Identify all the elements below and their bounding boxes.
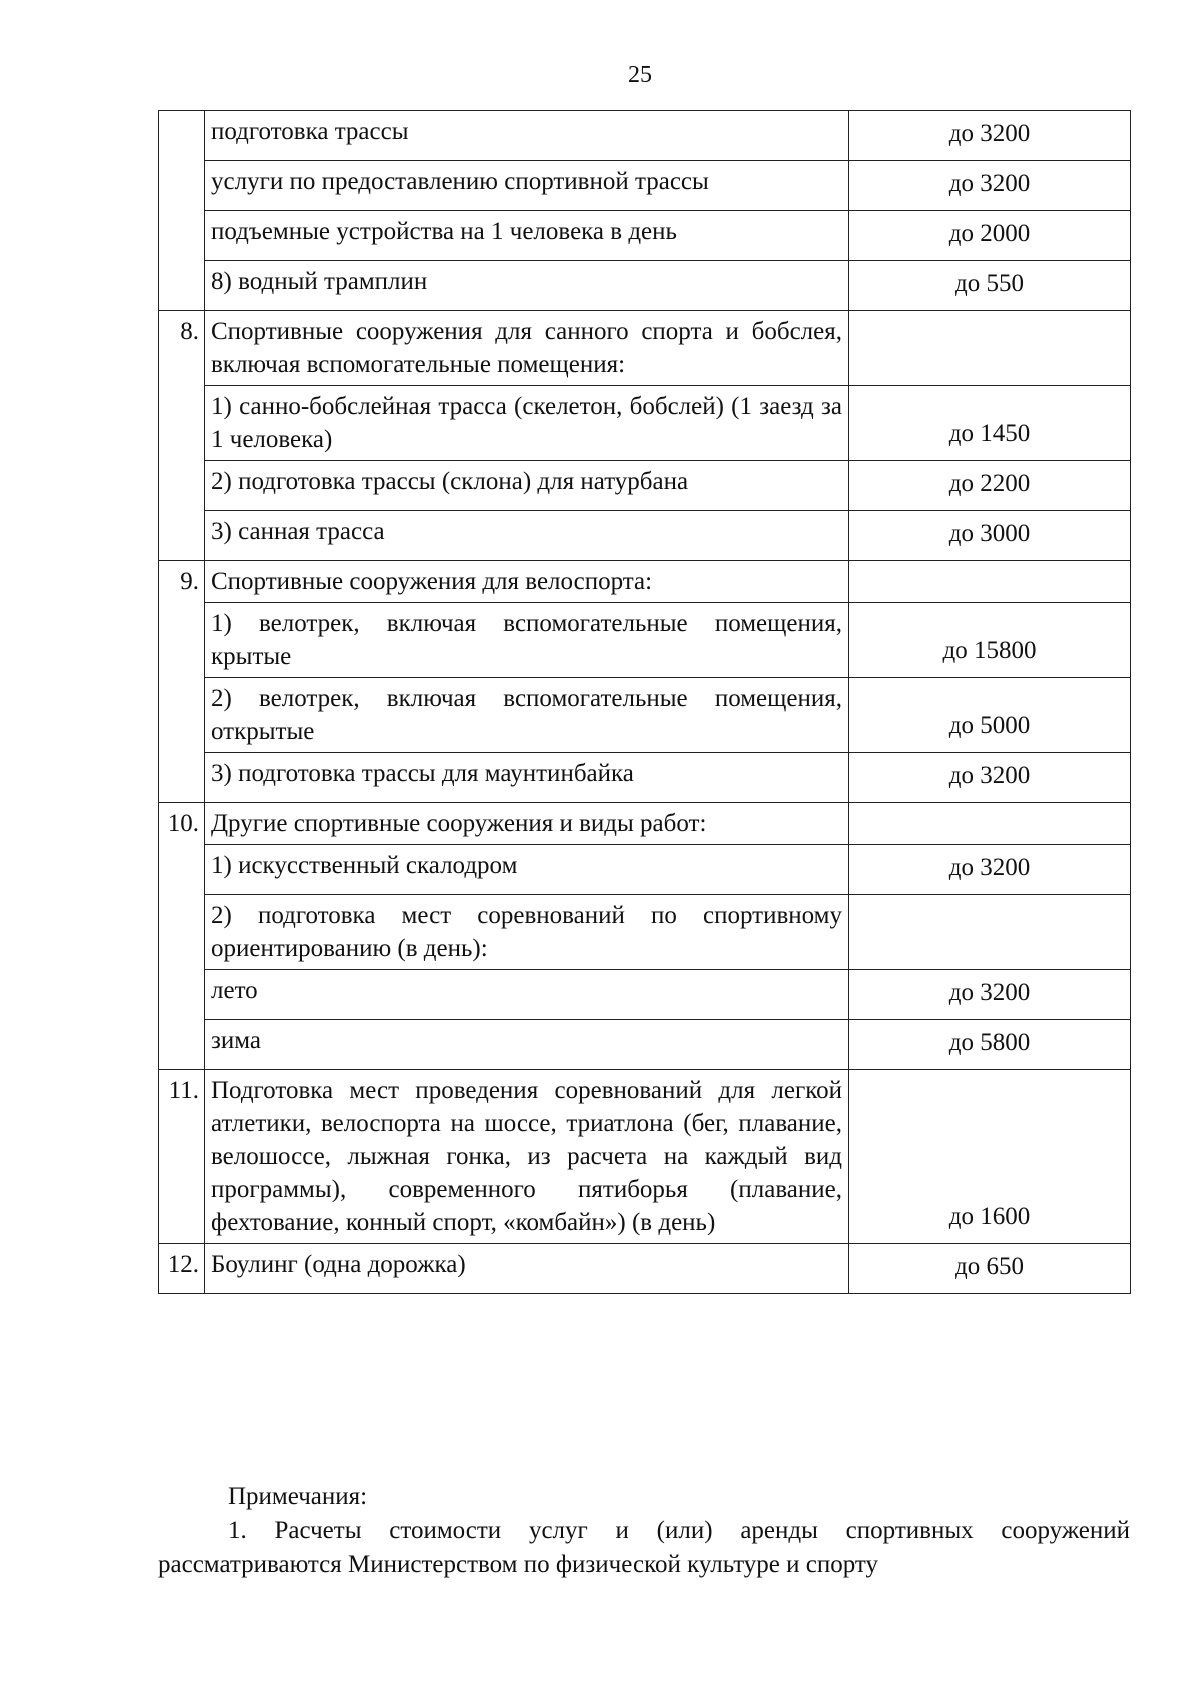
table-row	[159, 895, 1131, 970]
row-description: 2) велотрек, включая вспомогательные помещения, открытые	[205, 678, 849, 753]
table-row	[159, 678, 1131, 753]
row-description: подготовка трассы	[205, 111, 849, 161]
table-row	[159, 161, 1131, 211]
row-description: 1) санно-бобслейная трасса (скелетон, бобслей) (1 заезд за 1 человека)	[205, 386, 849, 461]
row-number: 12.	[159, 1244, 205, 1294]
row-description: Другие спортивные сооружения и виды работ:	[205, 803, 849, 845]
row-price	[849, 803, 1131, 845]
table-row	[159, 561, 1131, 603]
row-number: 11.	[159, 1070, 205, 1244]
row-price: до 2200	[849, 461, 1131, 511]
row-price: до 1600	[849, 1070, 1131, 1244]
row-price: до 15800	[849, 603, 1131, 678]
row-price: до 550	[849, 261, 1131, 311]
row-description: 2) подготовка трассы (склона) для натурбана	[205, 461, 849, 511]
row-number: 9.	[159, 561, 205, 803]
row-price: до 3200	[849, 970, 1131, 1020]
row-description: 1) искусственный скалодром	[205, 845, 849, 895]
row-number	[159, 111, 205, 311]
notes-paragraph: 1. Расчеты стоимости услуг и (или) аренды спортивных сооружений рассматриваются Министерством по физической культуре и спорту	[158, 1517, 1130, 1578]
table-row	[159, 753, 1131, 803]
row-price: до 3200	[849, 111, 1131, 161]
row-description: 3) подготовка трассы для маунтинбайка	[205, 753, 849, 803]
row-price: до 2000	[849, 211, 1131, 261]
notes-title: Примечания:	[228, 1483, 368, 1510]
row-price: до 3200	[849, 753, 1131, 803]
row-description: подъемные устройства на 1 человека в день	[205, 211, 849, 261]
row-description: зима	[205, 1020, 849, 1070]
table-row	[159, 311, 1131, 386]
price-table-body	[159, 111, 1131, 1294]
price-table	[158, 110, 1131, 1294]
row-price: до 5000	[849, 678, 1131, 753]
row-price	[849, 311, 1131, 386]
row-number: 10.	[159, 803, 205, 1070]
row-description: услуги по предоставлению спортивной трассы	[205, 161, 849, 211]
row-number: 8.	[159, 311, 205, 561]
notes-section	[158, 1480, 1130, 1582]
row-price: до 3200	[849, 161, 1131, 211]
table-row	[159, 1020, 1131, 1070]
table-row	[159, 111, 1131, 161]
row-price	[849, 561, 1131, 603]
table-row	[159, 603, 1131, 678]
table-row	[159, 261, 1131, 311]
table-row	[159, 461, 1131, 511]
row-description: 2) подготовка мест соревнований по спортивному ориентированию (в день):	[205, 895, 849, 970]
row-description: лето	[205, 970, 849, 1020]
table-row	[159, 511, 1131, 561]
row-description: 1) велотрек, включая вспомогательные помещения, крытые	[205, 603, 849, 678]
table-row	[159, 386, 1131, 461]
row-description: 8) водный трамплин	[205, 261, 849, 311]
table-row	[159, 845, 1131, 895]
row-description: Подготовка мест проведения соревнований для легкой атлетики, велоспорта на шоссе, триатлона (бег, плавание, велошоссе, лыжная гонка, из расчета на каждый вид программы), современного пятиборья (плавание, фехтование, конный спорт, «комбайн») (в день)	[205, 1070, 849, 1244]
table-row	[159, 1244, 1131, 1294]
table-row	[159, 803, 1131, 845]
row-price: до 3200	[849, 845, 1131, 895]
row-price	[849, 895, 1131, 970]
row-price: до 1450	[849, 386, 1131, 461]
table-row	[159, 211, 1131, 261]
table-row	[159, 970, 1131, 1020]
row-description: Спортивные сооружения для санного спорта и бобслея, включая вспомогательные помещения:	[205, 311, 849, 386]
row-description: 3) санная трасса	[205, 511, 849, 561]
table-row	[159, 1070, 1131, 1244]
row-price: до 650	[849, 1244, 1131, 1294]
row-price: до 5800	[849, 1020, 1131, 1070]
row-price: до 3000	[849, 511, 1131, 561]
row-description: Спортивные сооружения для велоспорта:	[205, 561, 849, 603]
row-description: Боулинг (одна дорожка)	[205, 1244, 849, 1294]
page-number: 25	[628, 62, 652, 88]
